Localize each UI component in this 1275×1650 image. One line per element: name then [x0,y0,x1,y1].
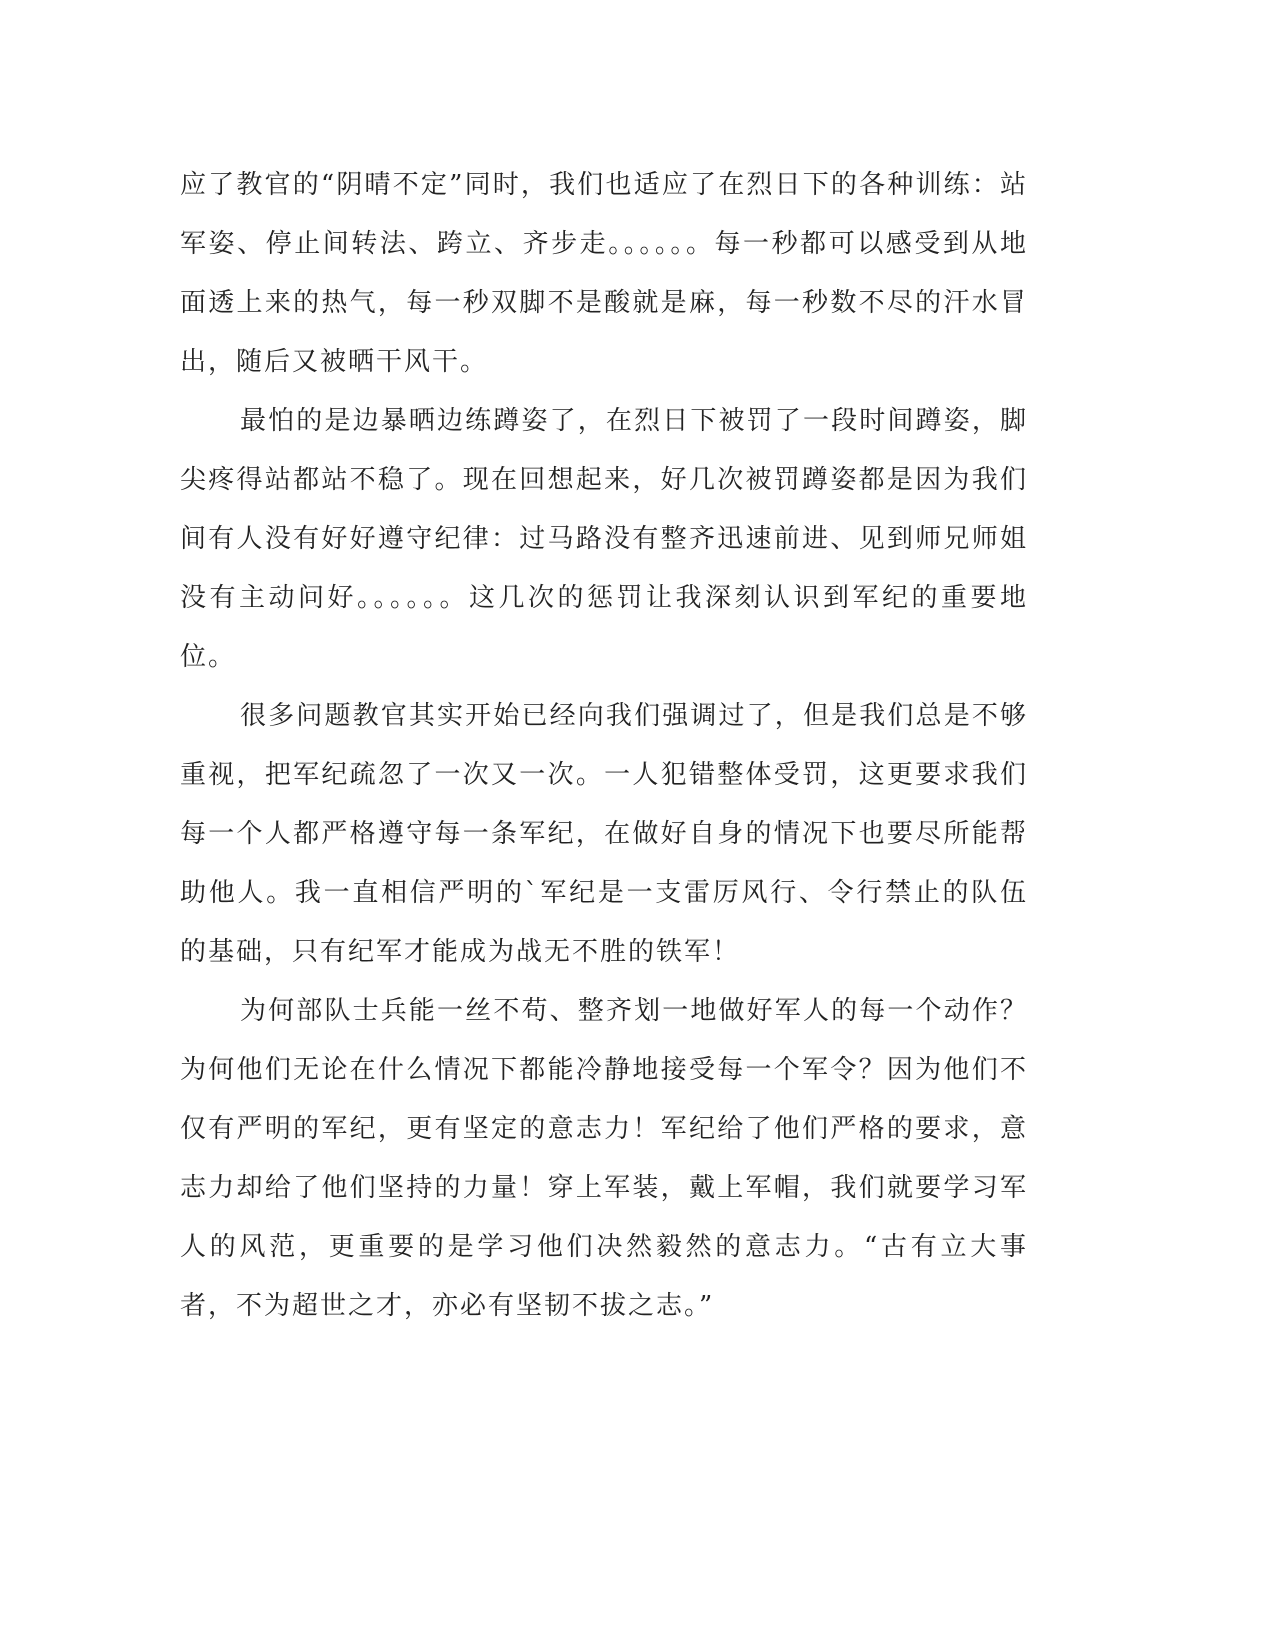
paragraph-4: 为何部队士兵能一丝不苟、整齐划一地做好军人的每一个动作？为何他们无论在什么情况下都能冷静地接受每一个军令？因为他们不仅有严明的军纪，更有坚定的意志力！军纪给了他们严格的要求，意志力却给了他们坚持的力量！穿上军装，戴上军帽，我们就要学习军人的风范，更重要的是学习他们决然毅然的意志力。“古有立大事者，不为超世之才，亦必有坚韧不拔之志。” [180,996,1028,1321]
paragraph-2: 最怕的是边暴晒边练蹲姿了，在烈日下被罚了一段时间蹲姿，脚尖疼得站都站不稳了。现在回想起来，好几次被罚蹲姿都是因为我们间有人没有好好遵守纪律：过马路没有整齐迅速前进、见到师兄师姐没有主动问好。。。。。。这几次的惩罚让我深刻认识到军纪的重要地位。 [180,406,1028,672]
document-body [180,156,1028,1336]
paragraph-1: 应了教官的“阴晴不定”同时，我们也适应了在烈日下的各种训练：站军姿、停止间转法、跨立、齐步走。。。。。。每一秒都可以感受到从地面透上来的热气，每一秒双脚不是酸就是麻，每一秒数不尽的汗水冒出，随后又被晒干风干。 [180,170,1028,377]
paragraph-3: 很多问题教官其实开始已经向我们强调过了，但是我们总是不够重视，把军纪疏忽了一次又一次。一人犯错整体受罚，这更要求我们每一个人都严格遵守每一条军纪，在做好自身的情况下也要尽所能帮助他人。我一直相信严明的`军纪是一支雷厉风行、令行禁止的队伍的基础，只有纪军才能成为战无不胜的铁军！ [180,701,1028,967]
